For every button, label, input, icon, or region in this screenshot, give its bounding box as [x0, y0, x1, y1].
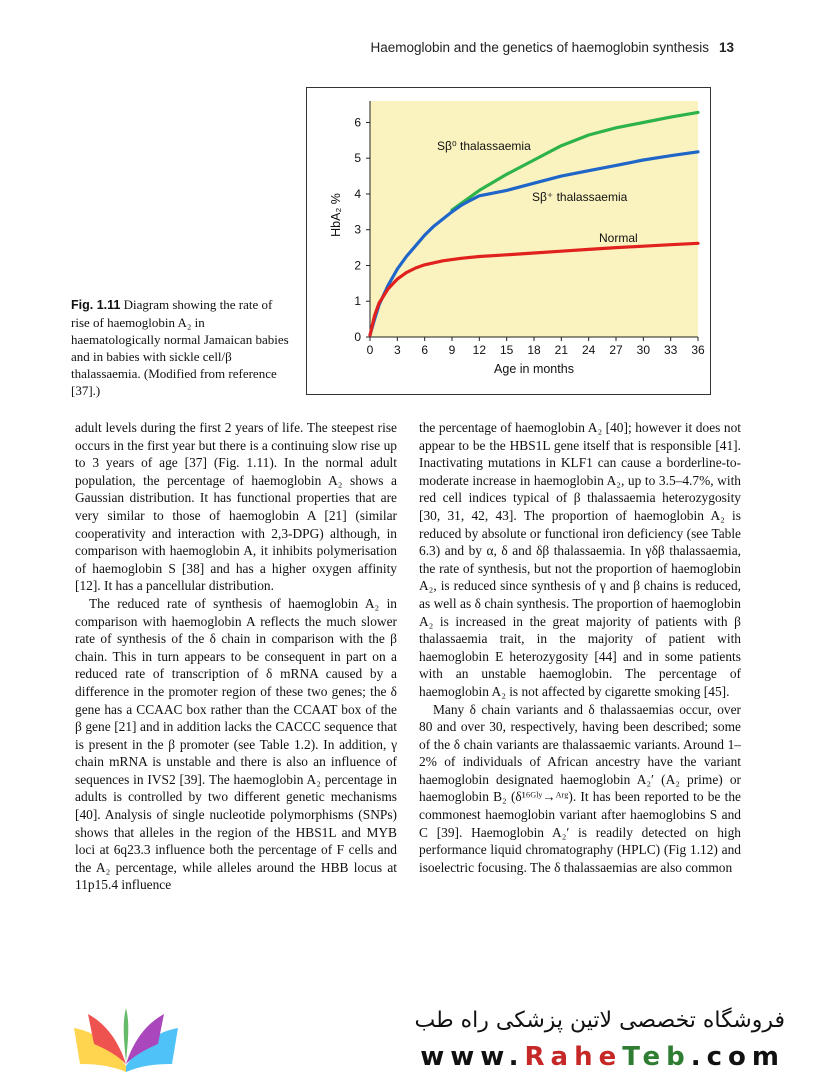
x-tick-label: 6: [421, 343, 429, 357]
x-tick-label: 18: [527, 343, 541, 357]
y-tick-label: 1: [354, 294, 361, 309]
x-tick-label: 36: [691, 343, 705, 357]
y-tick-label: 0: [354, 330, 361, 344]
x-tick-label: 15: [499, 343, 514, 357]
running-head: [300, 40, 734, 55]
x-tick-label: 3: [393, 343, 401, 357]
left-column: [75, 419, 397, 894]
url-rahe: Rahe: [524, 1042, 623, 1072]
x-tick-label: 24: [581, 343, 596, 357]
bottom-fade: [0, 905, 830, 1001]
x-tick-label: 21: [554, 343, 569, 357]
figure-caption-text: Diagram showing the rate of rise of haemoglobin A₂ in haematologically normal Jamaican babies and in babies with sickle cell/β thalassaemia. (Modified from reference [37].): [71, 297, 289, 398]
y-axis-label: HbA₂ %: [329, 193, 343, 237]
series-label: Sβ⁰ thalassaemia: [437, 139, 531, 153]
series-label: Sβ⁺ thalassaemia: [532, 190, 628, 204]
page-number: 13: [718, 40, 734, 55]
x-tick-label: 27: [609, 343, 623, 357]
url-prefix: www.: [420, 1042, 525, 1072]
figure-box: [306, 87, 711, 395]
hba2-chart: [307, 88, 710, 394]
paragraph: adult levels during the first 2 years of life. The steepest rise occurs in the first year but there is a continuing slow rise up to 3 years of age [37] (Fig. 1.11). In the normal adult population, the percentage of haemoglobin A₂ shows a Gaussian distribution. It has functional properties that are very similar to those of haemoglobin A [21] (similar cooperativity and interaction with 2,3-DPG) although, in comparison with haemoglobin A, it inhibits polymerisation of haemoglobin S [38] and has a higher oxygen affinity [12]. It has a pancellular distribution.: [75, 420, 397, 594]
paragraph: Many δ chain variants and δ thalassaemias occur, over 80 and over 30, respectively, having been described; some of the δ chain variants are thalassaemic variants. Around 1–2% of individuals of African ancestry have the variant haemoglobin designated haemoglobin A₂′ (A₂ prime) or haemoglobin B₂ (δ¹⁶ᴳˡʸ→ᴬʳᵍ). It has been reported to be the commonest haemoglobin variant after haemoglobins S and C [39]. Haemoglobin A₂′ is readily detected on high performance liquid chromatography (HPLC) (Fig 1.12) and isoelectric focusing. The δ thalassaemias are also common: [419, 701, 741, 875]
url-teb: Teb: [622, 1042, 691, 1072]
y-tick-label: 2: [354, 258, 361, 273]
x-tick-label: 0: [366, 343, 374, 357]
running-head-title: Haemoglobin and the genetics of haemoglobin synthesis: [370, 40, 709, 55]
y-tick-label: 4: [354, 186, 361, 201]
url-suffix: .com: [690, 1042, 785, 1072]
watermark-persian-text: فروشگاه تخصصی لاتین پزشکی راه طب: [414, 1008, 785, 1033]
y-tick-label: 3: [354, 222, 361, 237]
x-tick-label: 9: [448, 343, 456, 357]
figure-label: Fig. 1.11: [71, 298, 121, 312]
paragraph: the percentage of haemoglobin A₂ [40]; however it does not appear to be the HBS1L gene itself that is responsible [41]. Inactivating mutations in KLF1 can cause a borderline-to-moderate increase in haemoglobin A₂, up to 3.5–4.7%, with red cell indices typical of β thalassaemia heterozygosity [30, 31, 42, 43]. The proportion of haemoglobin A₂ is reduced by absolute or functional iron deficiency (see Table 6.3) and by α, δ and δβ thalassaemia. In γδβ thalassaemia, the rate of synthesis, but not the proportion of haemoglobin A₂, is reduced since synthesis of γ and β chains is reduced, as well as δ chain synthesis. The proportion of haemoglobin A₂ is increased in the great majority of patients with β thalassaemia trait, in the majority of patient with haemoglobin E heterozygosity [44] and in some patients with an unstable haemoglobin. The percentage of haemoglobin A₂ is not affected by cigarette smoking [45].: [419, 420, 741, 699]
open-book-logo-icon: [66, 1004, 186, 1074]
x-tick-label: 33: [663, 343, 678, 357]
x-tick-label: 30: [636, 343, 651, 357]
right-column: [419, 419, 741, 876]
x-axis-label: Age in months: [494, 362, 574, 376]
x-tick-label: 12: [472, 343, 487, 357]
figure-caption: [71, 296, 293, 399]
y-tick-label: 6: [354, 115, 361, 130]
plot-background: [370, 101, 698, 337]
paragraph: The reduced rate of synthesis of haemoglobin A₂ in comparison with haemoglobin A reflects the much slower rate of synthesis of the δ chain in comparison with the β chain. This in turn appears to be consequent in part on a reduced rate of transcription of δ mRNA caused by a difference in the promoter region of these two genes; the δ gene has a CCAAC box rather than the CCAAT box of the β gene [21] and in addition lacks the CACCC sequence that is present in the β promoter (see Table 1.2). In addition, γ chain mRNA is unstable and there is also an influence of sequences in IVS2 [39]. The haemoglobin A₂ percentage in adults is controlled by two different genetic mechanisms [40]. Analysis of single nucleotide polymorphisms (SNPs) shows that alleles in the region of the HBS1L and MYB loci at 6q23.3 influence both the percentage of F cells and the A₂ percentage, while alleles around the HBB locus at 11p15.4 influence: [75, 595, 397, 893]
watermark-url: [420, 1042, 785, 1072]
watermark-banner: [0, 996, 830, 1079]
series-label: Normal: [599, 231, 638, 245]
y-tick-label: 5: [354, 151, 361, 166]
